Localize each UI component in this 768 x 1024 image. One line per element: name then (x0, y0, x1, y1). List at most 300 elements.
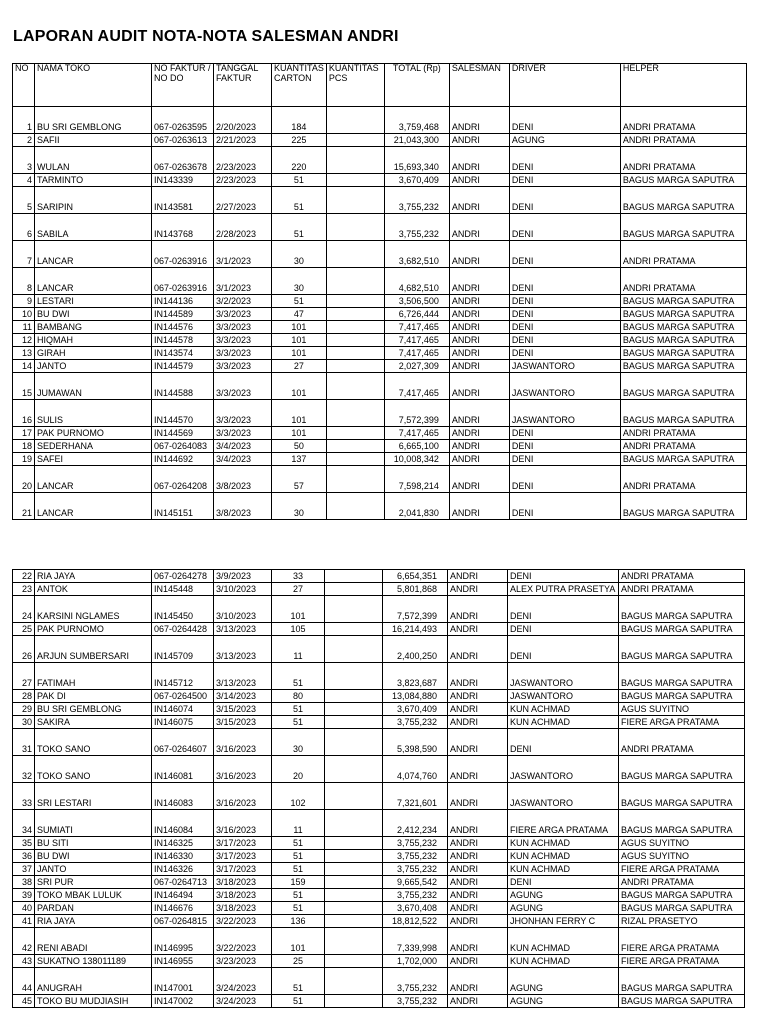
table-row (13, 756, 745, 783)
table-row (13, 850, 745, 863)
cell-helper: BAGUS MARGA SAPUTRA (619, 756, 745, 783)
cell-tanggal: 2/23/2023 (214, 147, 272, 174)
cell-total: 4,074,760 (383, 756, 448, 783)
cell-salesman: ANDRI (449, 466, 509, 493)
cell-no: 38 (13, 876, 35, 889)
cell-nama-toko: SABILA (35, 214, 152, 241)
col-header-salesman: SALESMAN (449, 64, 509, 107)
table-row (13, 493, 747, 520)
cell-nama-toko: KARSINI NGLAMES (35, 596, 152, 623)
cell-driver: JASWANTORO (509, 360, 620, 373)
table-row (13, 995, 745, 1008)
cell-nama-toko: JUMAWAN (35, 373, 152, 400)
cell-carton: 20 (272, 756, 325, 783)
cell-no: 42 (13, 928, 35, 955)
cell-driver: DENI (509, 347, 620, 360)
cell-total: 3,682,510 (384, 241, 449, 268)
cell-no-faktur: IN144576 (152, 321, 214, 334)
table-row (13, 716, 745, 729)
cell-nama-toko: FATIMAH (35, 663, 152, 690)
cell-no: 39 (13, 889, 35, 902)
cell-pcs (325, 583, 383, 596)
cell-carton: 51 (272, 663, 325, 690)
cell-no-faktur: IN146074 (152, 703, 214, 716)
cell-nama-toko: JANTO (35, 360, 152, 373)
cell-driver: KUN ACHMAD (508, 837, 619, 850)
cell-pcs (325, 783, 383, 810)
cell-helper: BAGUS MARGA SAPUTRA (620, 295, 746, 308)
cell-salesman: ANDRI (449, 373, 509, 400)
table-row (13, 427, 747, 440)
cell-no-faktur: IN145712 (152, 663, 214, 690)
table-row (13, 187, 747, 214)
cell-driver: DENI (509, 427, 620, 440)
cell-total: 2,412,234 (383, 810, 448, 837)
cell-tanggal: 3/16/2023 (214, 783, 272, 810)
cell-driver: JHONHAN FERRY C (508, 915, 619, 928)
cell-carton: 51 (272, 863, 325, 876)
cell-helper: BAGUS MARGA SAPUTRA (620, 334, 746, 347)
table-row (13, 636, 745, 663)
cell-total: 9,665,542 (383, 876, 448, 889)
col-header-driver: DRIVER (509, 64, 620, 107)
cell-no-faktur: IN144579 (152, 360, 214, 373)
cell-salesman: ANDRI (449, 268, 509, 295)
cell-total: 3,755,232 (383, 968, 448, 995)
cell-salesman: ANDRI (448, 889, 508, 902)
cell-total: 2,041,830 (384, 493, 449, 520)
table-row (13, 147, 747, 174)
cell-helper: BAGUS MARGA SAPUTRA (620, 373, 746, 400)
cell-no-faktur: IN144588 (152, 373, 214, 400)
cell-total: 21,043,300 (384, 134, 449, 147)
cell-helper: FIERE ARGA PRATAMA (619, 716, 745, 729)
cell-helper: AGUS SUYITNO (619, 837, 745, 850)
cell-driver: DENI (509, 174, 620, 187)
cell-total: 3,670,408 (383, 902, 448, 915)
cell-nama-toko: TOKO SANO (35, 729, 152, 756)
cell-no: 43 (13, 955, 35, 968)
cell-pcs (326, 373, 384, 400)
cell-total: 5,398,590 (383, 729, 448, 756)
cell-driver: DENI (509, 147, 620, 174)
cell-nama-toko: SULIS (35, 400, 152, 427)
cell-no: 12 (13, 334, 35, 347)
cell-tanggal: 3/8/2023 (214, 493, 272, 520)
cell-salesman: ANDRI (449, 187, 509, 214)
cell-pcs (326, 493, 384, 520)
cell-pcs (326, 453, 384, 466)
cell-pcs (326, 427, 384, 440)
cell-pcs (325, 756, 383, 783)
cell-carton: 51 (272, 174, 327, 187)
cell-helper: BAGUS MARGA SAPUTRA (619, 690, 745, 703)
cell-driver: KUN ACHMAD (508, 863, 619, 876)
cell-salesman: ANDRI (449, 453, 509, 466)
cell-tanggal: 2/23/2023 (214, 174, 272, 187)
cell-nama-toko: SUKATNO 138011189 (35, 955, 152, 968)
cell-salesman: ANDRI (449, 295, 509, 308)
cell-total: 7,417,465 (384, 347, 449, 360)
cell-total: 3,670,409 (383, 703, 448, 716)
cell-pcs (325, 690, 383, 703)
cell-salesman: ANDRI (448, 716, 508, 729)
cell-pcs (325, 570, 383, 583)
cell-total: 3,759,468 (384, 107, 449, 134)
cell-total: 5,801,868 (383, 583, 448, 596)
cell-helper: ANDRI PRATAMA (620, 440, 746, 453)
cell-total: 3,506,500 (384, 295, 449, 308)
cell-pcs (325, 663, 383, 690)
col-header-pcs: KUANTITAS PCS (326, 64, 384, 107)
cell-carton: 27 (272, 360, 327, 373)
audit-table-page1 (12, 63, 747, 520)
cell-salesman: ANDRI (448, 756, 508, 783)
cell-salesman: ANDRI (448, 570, 508, 583)
table-row (13, 955, 745, 968)
cell-tanggal: 3/4/2023 (214, 440, 272, 453)
cell-driver: ALEX PUTRA PRASETYA (508, 583, 619, 596)
table-row (13, 174, 747, 187)
cell-salesman: ANDRI (449, 174, 509, 187)
cell-nama-toko: SAFII (35, 134, 152, 147)
cell-total: 3,755,232 (383, 716, 448, 729)
cell-helper: ANDRI PRATAMA (619, 583, 745, 596)
cell-tanggal: 3/10/2023 (214, 583, 272, 596)
table-row (13, 729, 745, 756)
cell-total: 6,726,444 (384, 308, 449, 321)
cell-driver: KUN ACHMAD (508, 928, 619, 955)
cell-carton: 30 (272, 268, 327, 295)
cell-tanggal: 3/24/2023 (214, 968, 272, 995)
cell-nama-toko: PARDAN (35, 902, 152, 915)
cell-carton: 30 (272, 493, 327, 520)
cell-salesman: ANDRI (448, 876, 508, 889)
cell-total: 3,670,409 (384, 174, 449, 187)
audit-table-page2 (12, 569, 745, 1008)
col-header-total: TOTAL (Rp) (384, 64, 449, 107)
table-row (13, 623, 745, 636)
cell-driver: JASWANTORO (509, 373, 620, 400)
cell-carton: 51 (272, 703, 325, 716)
table-header-row (13, 64, 747, 107)
cell-total: 3,755,232 (384, 187, 449, 214)
cell-salesman: ANDRI (448, 995, 508, 1008)
cell-total: 16,214,493 (383, 623, 448, 636)
table-row (13, 360, 747, 373)
cell-carton: 47 (272, 308, 327, 321)
cell-no-faktur: IN143768 (152, 214, 214, 241)
cell-driver: AGUNG (508, 968, 619, 995)
cell-pcs (326, 147, 384, 174)
cell-no: 45 (13, 995, 35, 1008)
table-row (13, 453, 747, 466)
cell-tanggal: 3/18/2023 (214, 902, 272, 915)
cell-total: 2,400,250 (383, 636, 448, 663)
cell-tanggal: 3/14/2023 (214, 690, 272, 703)
cell-no: 17 (13, 427, 35, 440)
cell-tanggal: 3/3/2023 (214, 400, 272, 427)
cell-helper: ANDRI PRATAMA (619, 729, 745, 756)
cell-no-faktur: IN145709 (152, 636, 214, 663)
cell-no-faktur: 067-0264428 (152, 623, 214, 636)
cell-pcs (325, 902, 383, 915)
cell-salesman: ANDRI (448, 968, 508, 995)
cell-carton: 225 (272, 134, 327, 147)
cell-helper: FIERE ARGA PRATAMA (619, 863, 745, 876)
cell-carton: 11 (272, 810, 325, 837)
cell-salesman: ANDRI (448, 623, 508, 636)
cell-pcs (325, 703, 383, 716)
cell-pcs (326, 134, 384, 147)
cell-no: 20 (13, 466, 35, 493)
cell-salesman: ANDRI (448, 955, 508, 968)
cell-carton: 30 (272, 241, 327, 268)
cell-nama-toko: SRI PUR (35, 876, 152, 889)
cell-salesman: ANDRI (448, 783, 508, 810)
cell-helper: BAGUS MARGA SAPUTRA (619, 636, 745, 663)
cell-no: 26 (13, 636, 35, 663)
cell-helper: BAGUS MARGA SAPUTRA (620, 360, 746, 373)
table-row (13, 440, 747, 453)
cell-total: 7,572,399 (383, 596, 448, 623)
cell-pcs (325, 955, 383, 968)
cell-no-faktur: 067-0264713 (152, 876, 214, 889)
cell-carton: 80 (272, 690, 325, 703)
cell-salesman: ANDRI (448, 583, 508, 596)
cell-total: 3,823,687 (383, 663, 448, 690)
cell-no: 10 (13, 308, 35, 321)
table-row (13, 570, 745, 583)
cell-no: 25 (13, 623, 35, 636)
cell-helper: BAGUS MARGA SAPUTRA (619, 889, 745, 902)
cell-carton: 51 (272, 889, 325, 902)
cell-tanggal: 3/3/2023 (214, 308, 272, 321)
cell-nama-toko: RIA JAYA (35, 570, 152, 583)
cell-tanggal: 3/3/2023 (214, 427, 272, 440)
cell-no: 13 (13, 347, 35, 360)
cell-driver: DENI (509, 187, 620, 214)
cell-no: 30 (13, 716, 35, 729)
cell-salesman: ANDRI (448, 863, 508, 876)
cell-pcs (326, 466, 384, 493)
cell-nama-toko: JANTO (35, 863, 152, 876)
table-row (13, 321, 747, 334)
cell-carton: 136 (272, 915, 325, 928)
cell-helper: ANDRI PRATAMA (620, 466, 746, 493)
cell-helper: FIERE ARGA PRATAMA (619, 928, 745, 955)
cell-driver: DENI (508, 596, 619, 623)
cell-total: 3,755,232 (383, 863, 448, 876)
cell-salesman: ANDRI (448, 837, 508, 850)
cell-helper: ANDRI PRATAMA (620, 427, 746, 440)
cell-no: 11 (13, 321, 35, 334)
cell-nama-toko: BU SRI GEMBLONG (35, 107, 152, 134)
cell-carton: 184 (272, 107, 327, 134)
table-row (13, 837, 745, 850)
cell-total: 6,665,100 (384, 440, 449, 453)
cell-total: 7,321,601 (383, 783, 448, 810)
cell-tanggal: 2/28/2023 (214, 214, 272, 241)
cell-no: 21 (13, 493, 35, 520)
cell-no-faktur: IN146081 (152, 756, 214, 783)
cell-no: 8 (13, 268, 35, 295)
cell-no-faktur: IN146326 (152, 863, 214, 876)
cell-nama-toko: GIRAH (35, 347, 152, 360)
cell-salesman: ANDRI (449, 308, 509, 321)
cell-tanggal: 3/16/2023 (214, 756, 272, 783)
cell-nama-toko: LANCAR (35, 466, 152, 493)
cell-salesman: ANDRI (448, 729, 508, 756)
cell-tanggal: 3/13/2023 (214, 623, 272, 636)
cell-carton: 25 (272, 955, 325, 968)
cell-salesman: ANDRI (449, 347, 509, 360)
table-row (13, 810, 745, 837)
cell-no-faktur: 067-0263595 (152, 107, 214, 134)
cell-no-faktur: IN143339 (152, 174, 214, 187)
cell-pcs (325, 729, 383, 756)
table-row (13, 703, 745, 716)
cell-salesman: ANDRI (448, 596, 508, 623)
cell-pcs (325, 850, 383, 863)
cell-no: 34 (13, 810, 35, 837)
cell-driver: DENI (509, 295, 620, 308)
cell-salesman: ANDRI (449, 440, 509, 453)
cell-no-faktur: IN144570 (152, 400, 214, 427)
cell-total: 7,598,214 (384, 466, 449, 493)
cell-nama-toko: LANCAR (35, 268, 152, 295)
cell-no-faktur: 067-0264815 (152, 915, 214, 928)
table-row (13, 400, 747, 427)
cell-nama-toko: TOKO SANO (35, 756, 152, 783)
cell-no: 37 (13, 863, 35, 876)
cell-carton: 101 (272, 321, 327, 334)
table-row (13, 107, 747, 134)
cell-no: 16 (13, 400, 35, 427)
cell-tanggal: 3/22/2023 (214, 928, 272, 955)
cell-pcs (326, 440, 384, 453)
cell-tanggal: 3/2/2023 (214, 295, 272, 308)
cell-driver: DENI (509, 453, 620, 466)
cell-driver: JASWANTORO (508, 663, 619, 690)
cell-carton: 101 (272, 400, 327, 427)
cell-helper: BAGUS MARGA SAPUTRA (620, 493, 746, 520)
col-header-no: NO (13, 64, 35, 107)
cell-pcs (326, 241, 384, 268)
cell-carton: 51 (272, 850, 325, 863)
cell-carton: 11 (272, 636, 325, 663)
cell-helper: BAGUS MARGA SAPUTRA (620, 321, 746, 334)
cell-no-faktur: 067-0263613 (152, 134, 214, 147)
cell-tanggal: 3/16/2023 (214, 810, 272, 837)
cell-tanggal: 3/18/2023 (214, 889, 272, 902)
cell-salesman: ANDRI (449, 107, 509, 134)
cell-no: 40 (13, 902, 35, 915)
cell-driver: DENI (508, 623, 619, 636)
cell-no: 4 (13, 174, 35, 187)
cell-no-faktur: IN145448 (152, 583, 214, 596)
cell-total: 1,702,000 (383, 955, 448, 968)
cell-helper: BAGUS MARGA SAPUTRA (619, 995, 745, 1008)
cell-no: 32 (13, 756, 35, 783)
cell-tanggal: 3/10/2023 (214, 596, 272, 623)
cell-tanggal: 3/3/2023 (214, 360, 272, 373)
cell-no: 33 (13, 783, 35, 810)
cell-no: 27 (13, 663, 35, 690)
cell-total: 3,755,232 (383, 889, 448, 902)
cell-pcs (325, 889, 383, 902)
table-row (13, 783, 745, 810)
table-row (13, 347, 747, 360)
cell-total: 6,654,351 (383, 570, 448, 583)
cell-tanggal: 3/3/2023 (214, 321, 272, 334)
cell-no: 14 (13, 360, 35, 373)
cell-no-faktur: IN146330 (152, 850, 214, 863)
cell-nama-toko: SARIPIN (35, 187, 152, 214)
cell-no-faktur: 067-0264278 (152, 570, 214, 583)
cell-carton: 51 (272, 295, 327, 308)
cell-salesman: ANDRI (448, 690, 508, 703)
cell-driver: DENI (509, 440, 620, 453)
cell-driver: KUN ACHMAD (508, 703, 619, 716)
cell-driver: AGUNG (509, 134, 620, 147)
cell-carton: 101 (272, 596, 325, 623)
cell-helper: BAGUS MARGA SAPUTRA (619, 663, 745, 690)
cell-tanggal: 2/21/2023 (214, 134, 272, 147)
cell-total: 3,755,232 (383, 995, 448, 1008)
cell-helper: ANDRI PRATAMA (620, 147, 746, 174)
cell-no-faktur: IN146084 (152, 810, 214, 837)
cell-nama-toko: SUMIATI (35, 810, 152, 837)
cell-pcs (325, 876, 383, 889)
cell-nama-toko: BAMBANG (35, 321, 152, 334)
cell-tanggal: 2/27/2023 (214, 187, 272, 214)
cell-carton: 30 (272, 729, 325, 756)
cell-total: 7,339,998 (383, 928, 448, 955)
cell-no: 35 (13, 837, 35, 850)
cell-pcs (325, 810, 383, 837)
col-header-tanggal: TANGGAL FAKTUR (214, 64, 272, 107)
cell-nama-toko: ANUGRAH (35, 968, 152, 995)
table-row (13, 663, 745, 690)
cell-nama-toko: BU SITI (35, 837, 152, 850)
cell-pcs (325, 995, 383, 1008)
cell-no: 22 (13, 570, 35, 583)
cell-carton: 137 (272, 453, 327, 466)
cell-salesman: ANDRI (449, 147, 509, 174)
cell-salesman: ANDRI (449, 214, 509, 241)
cell-no: 2 (13, 134, 35, 147)
cell-driver: KUN ACHMAD (508, 955, 619, 968)
cell-tanggal: 3/17/2023 (214, 837, 272, 850)
cell-driver: DENI (508, 570, 619, 583)
cell-tanggal: 3/1/2023 (214, 241, 272, 268)
cell-no-faktur: IN146075 (152, 716, 214, 729)
cell-pcs (326, 400, 384, 427)
cell-driver: JASWANTORO (508, 783, 619, 810)
cell-helper: ANDRI PRATAMA (620, 268, 746, 295)
cell-no-faktur: IN144578 (152, 334, 214, 347)
cell-tanggal: 3/3/2023 (214, 347, 272, 360)
cell-carton: 101 (272, 347, 327, 360)
cell-no: 31 (13, 729, 35, 756)
cell-carton: 33 (272, 570, 325, 583)
cell-pcs (326, 360, 384, 373)
cell-driver: AGUNG (508, 902, 619, 915)
cell-no-faktur: IN145151 (152, 493, 214, 520)
cell-driver: DENI (509, 241, 620, 268)
cell-driver: DENI (509, 268, 620, 295)
